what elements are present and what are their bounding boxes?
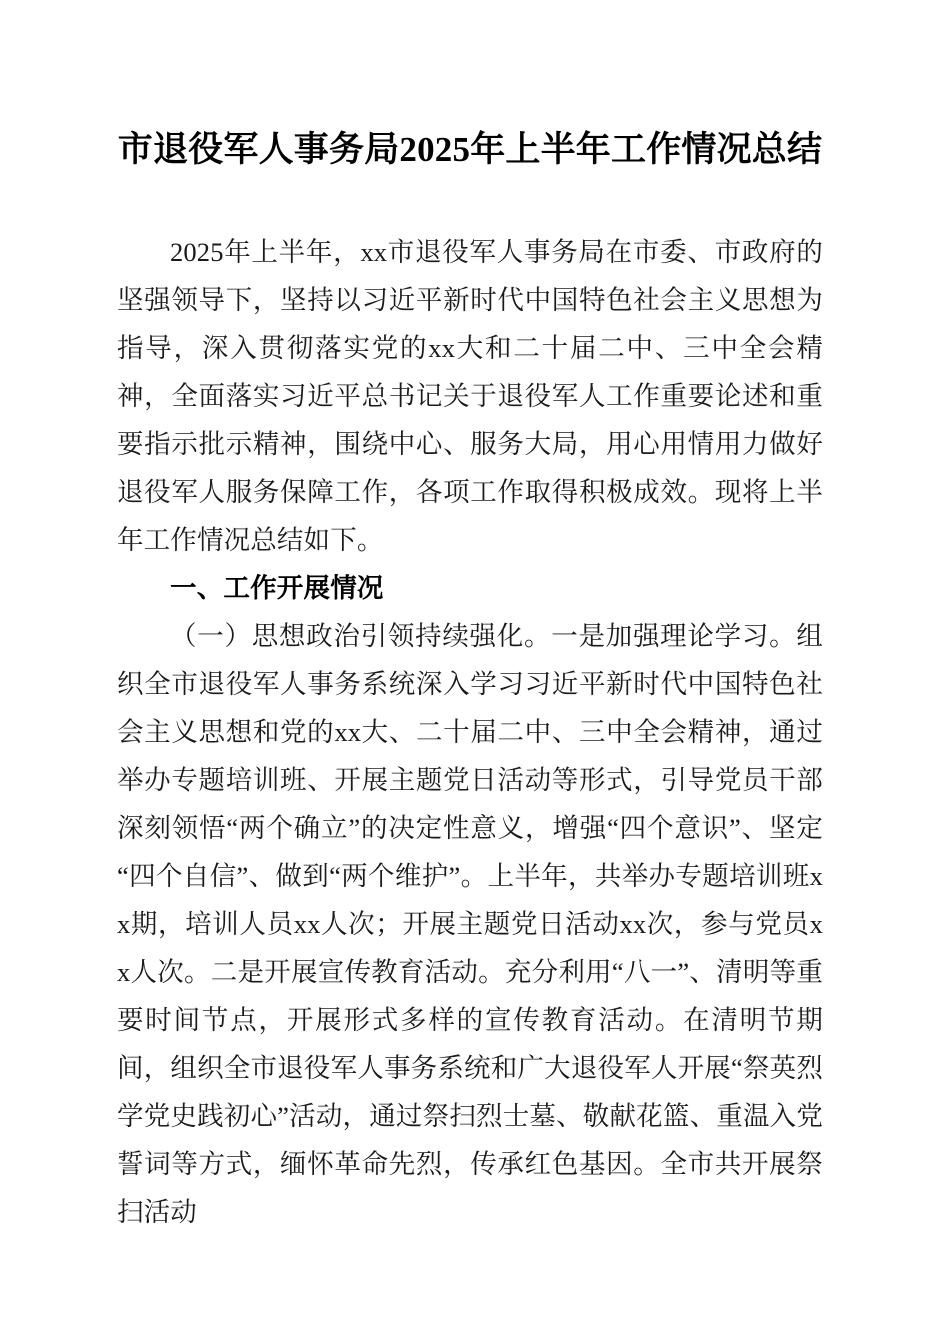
paragraph-item-one: （一）思想政治引领持续强化。一是加强理论学习。组织全市退役军人事务系统深入学习习近平新时代中国特色社会主义思想和党的xx大、二十届二中、三中全会精神，通过举办专题培训班、开展主题党日活动等形式，引导党员干部深刻领悟“两个确立”的决定性意义，增强“四个意识”、坚定“四个自信”、做到“两个维护”。上半年，共举办专题培训班xx期，培训人员xx人次；开展主题党日活动xx次，参与党员xx人次。二是开展宣传教育活动。充分利用“八一”、清明等重要时间节点，开展形式多样的宣传教育活动。在清明节期间，组织全市退役军人事务系统和广大退役军人开展“祭英烈学党史践初心”活动，通过祭扫烈士墓、敬献花篮、重温入党誓词等方式，缅怀革命先烈，传承红色基因。全市共开展祭扫活动 <box>117 621 823 1227</box>
paragraph-intro: 2025年上半年，xx市退役军人事务局在市委、市政府的坚强领导下，坚持以习近平新时代中国特色社会主义思想为指导，深入贯彻落实党的xx大和二十届二中、三中全会精神，全面落实习近平总书记关于退役军人工作重要论述和重要指示批示精神，围绕中心、服务大局，用心用情用力做好退役军人服务保障工作，各项工作取得积极成效。现将上半年工作情况总结如下。 <box>117 237 823 555</box>
page-content-area <box>117 0 823 1236</box>
page-title: 市退役军人事务局2025年上半年工作情况总结 <box>117 130 823 169</box>
section-heading-work-progress: 一、工作开展情况 <box>170 573 384 603</box>
